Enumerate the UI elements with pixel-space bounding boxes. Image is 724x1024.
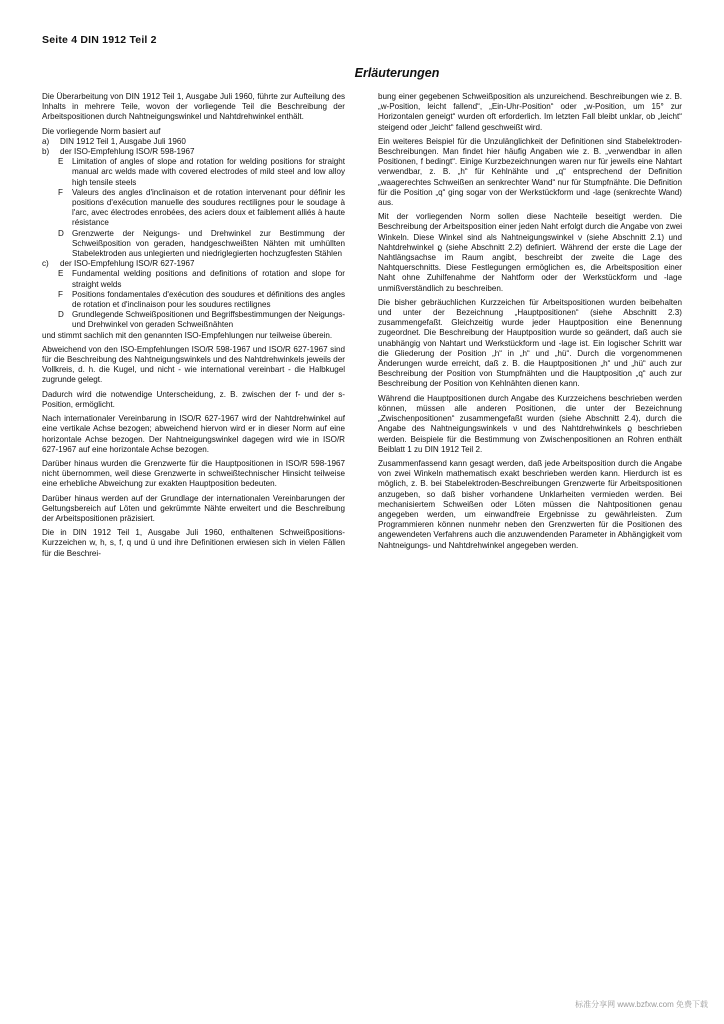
paragraph: Abweichend von den ISO-Empfehlungen ISO/R 598-1967 und ISO/R 627-1967 sind für die Beschreibung des Nahtneigungswinkels und des Nahtdrehwinkels jeweils der Vollkreis, d. h. die Kugel, und nicht - wie international vereinbart - die Halbkugel zugrunde gelegt. [42, 344, 345, 385]
paragraph: und stimmt sachlich mit den genannten ISO-Empfehlungen nur teilweise überein. [42, 330, 333, 340]
paragraph: Die bisher gebräuchlichen Kurzzeichen für Arbeitspositionen wurden beibehalten und unter der Bezeichnung „Hauptpositionen“ (siehe Abschnitt 2.3) zusammengefaßt. Gleichzeitig wurde jeder Hauptposition eine Benennung zugeordnet. Die Beschreibung der Hauptposition wurde so geändert, daß auch sie unabhängig von Nahtart und Werkstückform und -lage ist. Ein logischer Schritt war die Gliederung der Position „h“ in „h“ und „hü“. Durch die vorgenommenen Änderungen wurde erreicht, daß z. B. die Hauptpositionen „h“ und „hü“ auch zur Beschreibung der Position von Stumpfnähten und die Hauptposition „q“ auch zur Beschreibung der Position von Kehlnähten dienen kann. [378, 297, 682, 389]
sublist-label: E [58, 157, 64, 167]
paragraph: Die Überarbeitung von DIN 1912 Teil 1, Ausgabe Juli 1960, führte zur Aufteilung des Inhalts in mehrere Teile, wovon der vorliegende Teil die Beschreibung der Arbeitspositionen durch Nahtneigungswinkel und Nahtdrehwinkel enthält. [42, 92, 345, 122]
left-column [42, 92, 345, 563]
paragraph: Ein weiteres Beispiel für die Unzulänglichkeit der Definitionen sind Stabelektroden-Beschreibungen. Man findet hier häufig Angaben wie z. B. „verwendbar in allen Positionen, f bedingt“. Einige Kurzbezeichnungen waren nur für jeweils eine Nahtart verwendbar, z. B. „h“ für Kehlnähte und „q“ entsprechend der Definition „waagerechtes Schweißen an senkrechter Wand“ nur für Stumpfnähte. Die Definition für die Position „q“ ging sogar von der Werkstückform und -lage (senkrechte Wand) aus. [378, 136, 682, 208]
paragraph: Nach internationaler Vereinbarung in ISO/R 627-1967 wird der Nahtdrehwinkel auf eine vertikale Achse bezogen; abweichend hiervon wird er in dieser Norm auf eine horizontale Achse bezogen. Der Nahtneigungswinkel dagegen wird wie in ISO/R 627-1967 auf eine horizontale Achse bezogen. [42, 414, 345, 454]
paragraph: Darüber hinaus werden auf der Grundlage der internationalen Vereinbarungen der Geltungsbereich auf Löten und gekrümmte Nähte erweitert und die Beschreibung der Arbeitspositionen präzisiert. [42, 493, 345, 523]
sublist-item [52, 229, 345, 260]
paragraph: Mit der vorliegenden Norm sollen diese Nachteile beseitigt werden. Die Beschreibung der Arbeitsposition einer jeden Naht erfolgt durch die Angabe von zwei Winkeln. Diese Winkel sind als Nahtneigungswinkel ν (siehe Abschnitt 2.1) und Nahtdrehwinkel ϱ (siehe Abschnitt 2.2) definiert. Während der erste die Lage der Nahtlängsachse im Raum angibt, beschreibt der zweite die Lage des Nahtquerschnitts. Diese Festlegungen ermöglichen es, die Arbeitsposition einer Naht ohne Zuhilfenahme der Nahtform oder der Werkstückform und -lage unmißverständlich zu beschreiben. [378, 212, 682, 293]
list-label: b) [42, 147, 50, 157]
sublist-item [52, 310, 345, 330]
paragraph: Die vorliegende Norm basiert auf [42, 126, 161, 136]
sublist-label: D [58, 228, 64, 238]
list-text: DIN 1912 Teil 1, Ausgabe Juli 1960 [60, 136, 186, 146]
sublist-text: Fundamental welding positions and definitions of rotation and slope for straight welds [72, 269, 345, 289]
sublist-label: D [58, 310, 64, 320]
list-text: der ISO-Empfehlung ISO/R 598-1967 [60, 147, 195, 157]
sublist-text: Grenzwerte der Neigungs- und Drehwinkel zur Bestimmung der Schweißposition von geraden, handgeschweißten Nähten mit umhüllten Stabelektroden aus unlegierten und niedriglegierten hochzugfesten Stählen [72, 228, 345, 259]
sublist-label: E [58, 269, 64, 279]
paragraph: Darüber hinaus wurden die Grenzwerte für die Hauptpositionen in ISO/R 598-1967 nicht übernommen, weil diese Grenzwerte in schweißtechnischer Hinsicht teilweise eine erhebliche Abweichung zur exakten Hauptposition bedeuten. [42, 458, 345, 489]
sublist-label: F [58, 187, 63, 197]
paragraph: bung einer gegebenen Schweißposition als unzureichend. Beschreibungen wie z. B. „w-Position, leicht fallend“, „Ein-Uhr-Position“ oder „w-Position, um 15° zur Horizontalen geneigt“ wurden oft erforderlich. Im letzten Fall bleibt unklar, ob „leicht“ steigend oder „leicht“ fallend geschweißt wird. [378, 92, 682, 132]
right-column [378, 92, 682, 555]
page-title: Erläuterungen [354, 66, 440, 80]
list-item-b [42, 147, 345, 157]
paragraph: Die in DIN 1912 Teil 1, Ausgabe Juli 1960, enthaltenen Schweißpositions-Kurzzeichen w, h, s, f, q und ü und ihre Definitionen erwiesen sich in vielen Fällen für die Beschrei- [42, 528, 345, 558]
sublist-item [52, 269, 345, 289]
sublist-label: F [58, 289, 63, 299]
paragraph: Während die Hauptpositionen durch Angabe des Kurzzeichens beschrieben werden können, müssen alle anderen Positionen, die unter der Bezeichnung „Zwischenpositionen“ zusammengefaßt wurden (siehe Abschnitt 2.4), durch die Angabe des Nahtneigungswinkels ν und des Nahtdrehwinkels ϱ beschrieben werden. Beispiele für die Bestimmung von Zwischenpositionen an Rohren enthält Beiblatt 1 zu DIN 1912 Teil 2. [378, 393, 682, 454]
sublist-text: Positions fondamentales d'exécution des soudures et définitions des angles de rotation et d'inclinaison pour les soudures rectilignes [72, 289, 345, 310]
list-text: der ISO-Empfehlung ISO/R 627-1967 [60, 259, 195, 269]
page-header: Seite 4 DIN 1912 Teil 2 [42, 34, 157, 46]
sublist-item [52, 290, 345, 310]
sublist-text: Valeurs des angles d'inclinaison et de rotation intervenant pour définir les positions d'exécution manuelle des soudures rectilignes pour le soudage à l'arc, avec électrodes enrobées, des aciers doux et faiblement alliés à haute résistance [72, 187, 345, 228]
list-label: a) [42, 136, 50, 146]
watermark: 标准分享网 www.bzfxw.com 免费下载 [575, 1000, 708, 1009]
list-item-a [42, 137, 345, 147]
paragraph: Dadurch wird die notwendige Unterscheidung, z. B. zwischen der f- und der s-Position, ermöglicht. [42, 389, 345, 409]
list-item-c [42, 259, 345, 269]
sublist-item [52, 157, 345, 188]
sublist-text: Limitation of angles of slope and rotation for welding positions for straight manual arc welds made with covered electrodes of mild steel and low alloy high tensile steels [72, 157, 345, 187]
paragraph: Zusammenfassend kann gesagt werden, daß jede Arbeitsposition durch die Angabe von zwei Winkeln mathematisch exakt beschrieben werden kann. Hierdurch ist es möglich, z. B. bei Stabelektroden-Beschreibungen Grenzwerte für Arbeitspositionen anzugeben, so daß bisher vorhandene Unklarheiten vermieden werden. Bei mechanisiertem Schweißen oder Löten müssen die Nahtpositionen genau angegeben werden, um einwandfreie Ergebnisse zu gewährleisten. Zum Programmieren können nunmehr neben den Grenzwerten für die Positionen des angewendeten Verfahrens auch die anzuwendenden Parameter in Abhängigkeit vom Nahtneigungs- und Nahtdrehwinkel angegeben werden. [378, 458, 682, 550]
sublist-text: Grundlegende Schweißpositionen und Begriffsbestimmungen der Neigungs- und Drehwinkel von geraden Schweißnähten [72, 310, 345, 330]
list-label: c) [42, 259, 49, 269]
sublist-item [52, 188, 345, 229]
